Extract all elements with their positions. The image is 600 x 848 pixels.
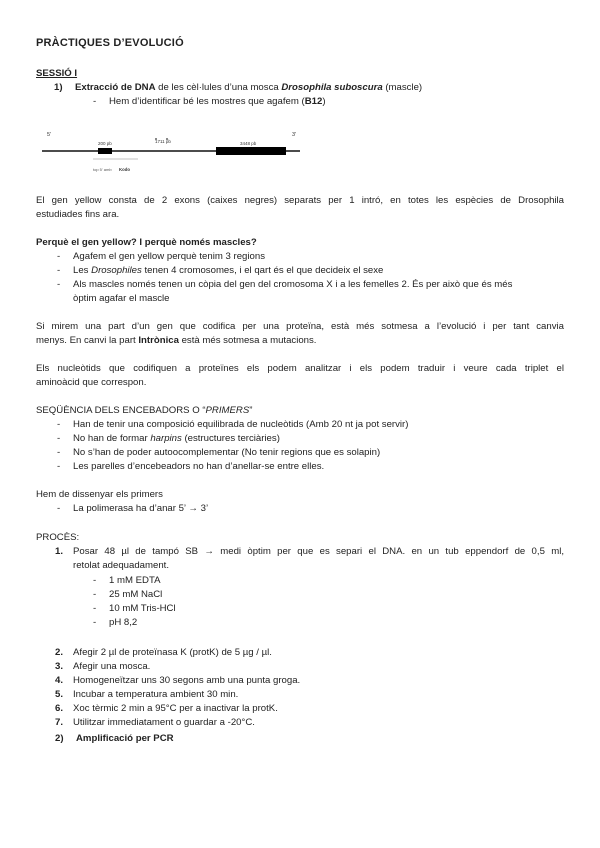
buffer-component: 25 mM NaCl: [109, 589, 163, 600]
primers-bullet-1: Han de tenir una composició equilibrada de nucleòtids (Amb 20 nt ja pot servir): [73, 419, 409, 430]
pcr-amplification-heading: Amplificació per PCR: [76, 733, 174, 744]
bullet-dash: -: [93, 589, 97, 600]
buffer-component: 10 mM Tris-HCl: [109, 603, 176, 614]
section-number: 2): [55, 733, 64, 744]
why-bullet-3-line2: òptim agafar el mascle: [73, 293, 170, 304]
bullet-dash: -: [93, 96, 97, 107]
session-heading: SESSIÓ I: [36, 68, 78, 79]
yellow-gene-diagram: [36, 128, 306, 178]
coding-paragraph-line1: Si mirem una part d’un gen que codifica per una proteïna, està més sotmesa a l’evolució i per tant canvia: [36, 321, 564, 332]
bullet-dash: -: [57, 419, 61, 430]
three-prime-label: 3': [292, 132, 297, 138]
bullet-dash: -: [57, 447, 61, 458]
small-note-b: Kodo: [119, 167, 130, 172]
process-step: Xoc tèrmic 2 min a 95°C per a inactivar la protK.: [73, 703, 278, 714]
coding-paragraph-line2: menys. En canvi la part Intrònica està més sotmesa a mutacions.: [36, 335, 317, 346]
primers-heading: SEQÜÈNCIA DELS ENCEBADORS O “PRIMERS”: [36, 405, 253, 416]
process-step: Afegir 2 µl de proteïnasa K (protK) de 5 µg / µl.: [73, 647, 272, 658]
yellow-gene-paragraph-line2: estudiades fins ara.: [36, 209, 120, 220]
intron-length-label: 1711 pb: [155, 139, 171, 144]
step-number: 6.: [55, 703, 64, 714]
step-1-line2: retolat adequadament.: [73, 560, 170, 571]
process-step: Incubar a temperatura ambient 30 min.: [73, 689, 239, 700]
nucleotides-paragraph-line2: aminoàcid que correspon.: [36, 377, 147, 388]
design-bullet-1: La polimerasa ha d’anar 5’ → 3’: [73, 503, 209, 514]
bullet-dash: -: [93, 617, 97, 628]
page-title: PRÀCTIQUES D’EVOLUCIÓ: [36, 37, 184, 49]
primers-bullet-4: Les parelles d’encebeadors no han d’anellar-se entre elles.: [73, 461, 325, 472]
list-number: 1): [54, 82, 63, 93]
exon2-length-label: 3448 pb: [240, 141, 257, 146]
extraction-item: Extracció de DNA de les cèl·lules d’una mosca Drosophila suboscura (mascle): [75, 82, 423, 93]
bullet-dash: -: [57, 279, 61, 290]
step-number: 2.: [55, 647, 64, 658]
step-number: 4.: [55, 675, 64, 686]
primers-bullet-3: No s’han de poder autoocomplementar (No tenir regions que es solapin): [73, 447, 381, 458]
why-bullet-3-line1: Als mascles només tenen un còpia del gen del cromosoma X i a les femelles 2. És per això que és més: [73, 279, 513, 290]
design-intro: Hem de dissenyar els primers: [36, 489, 163, 500]
exon1-box: [98, 148, 112, 154]
buffer-component: 1 mM EDTA: [109, 575, 161, 586]
process-step: Homogeneïtzar uns 30 segons amb una punta groga.: [73, 675, 301, 686]
why-heading: Perquè el gen yellow? I perquè només mascles?: [36, 237, 257, 248]
bullet-dash: -: [93, 603, 97, 614]
small-note-a: top 5' amb: [93, 167, 112, 172]
identify-samples-text: Hem d’identificar bé les mostres que agafem (B12): [109, 96, 326, 107]
buffer-component: pH 8,2: [109, 617, 138, 628]
bullet-dash: -: [57, 503, 61, 514]
nucleotides-paragraph-line1: Els nucleòtids que codifiquen a proteïnes els podem analitzar i els podem traduir i veure cada triplet el: [36, 363, 564, 374]
process-step: Afegir una mosca.: [73, 661, 151, 672]
yellow-gene-paragraph-line1: El gen yellow consta de 2 exons (caixes negres) separats per 1 intró, en totes les espècies de Drosophila: [36, 195, 564, 206]
bullet-dash: -: [93, 575, 97, 586]
why-bullet-2: Les Drosophiles tenen 4 cromosomes, i el qart és el que decideix el sexe: [73, 265, 384, 276]
five-prime-label: 5': [47, 132, 52, 138]
bullet-dash: -: [57, 251, 61, 262]
step-number: 3.: [55, 661, 64, 672]
bullet-dash: -: [57, 433, 61, 444]
bullet-dash: -: [57, 461, 61, 472]
process-heading: PROCÈS:: [36, 532, 80, 543]
process-step: Utilitzar immediatament o guardar a -20°C.: [73, 717, 255, 728]
exon1-length-label: 200 pb: [98, 141, 112, 146]
step-number: 5.: [55, 689, 64, 700]
bullet-dash: -: [57, 265, 61, 276]
why-bullet-1: Agafem el gen yellow perquè tenim 3 regions: [73, 251, 265, 262]
step-1-line1: Posar 48 µl de tampó SB → medi òptim per que es separi el DNA. en un tub eppendorf de 0,5 ml,: [73, 546, 564, 557]
exon2-box: [216, 147, 286, 155]
primers-bullet-2: No han de formar harpins (estructures terciàries): [73, 433, 280, 444]
step-number: 7.: [55, 717, 64, 728]
step-number: 1.: [55, 546, 64, 557]
